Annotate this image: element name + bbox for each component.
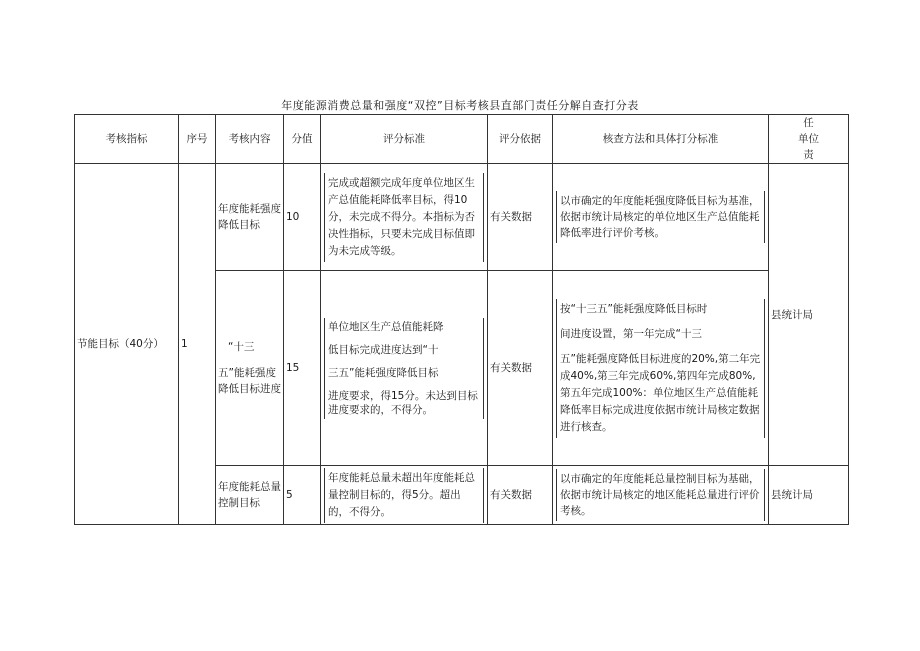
header-resp-line2: 单位 <box>798 133 819 145</box>
method-cell <box>553 271 769 466</box>
header-seq: 序号 <box>179 115 216 164</box>
header-basis: 评分依据 <box>488 115 553 164</box>
method-cell <box>553 466 769 525</box>
header-row <box>75 115 849 164</box>
criteria-line: 低目标完成进度达到“十 <box>328 343 439 356</box>
basis-cell: 有关数据 <box>488 466 553 525</box>
criteria-text: 年度能耗总量未超出年度能耗总量控制目标的，得5分。超出的，不得分。 <box>324 468 484 523</box>
method-text: 以市确定的年度能耗强度降低目标为基准，依据市统计局核定的单位地区生产总值能耗降低率进行评价考核。 <box>556 191 765 243</box>
document-title: 年度能源消费总量和强度“双控”目标考核县直部门责任分解自查打分表 <box>281 99 639 112</box>
header-method: 核查方法和具体打分标准 <box>553 115 769 164</box>
criteria-cell <box>321 466 488 525</box>
basis-cell: 有关数据 <box>488 271 553 466</box>
header-criteria: 评分标准 <box>321 115 488 164</box>
method-line: 按“十三五”能耗强度降低目标时 <box>560 302 708 315</box>
header-resp-line1: 任 <box>803 117 814 129</box>
content-cell: 年度能耗总量控制目标 <box>216 466 284 525</box>
content-cell <box>216 271 284 466</box>
score-cell: 10 <box>284 164 321 271</box>
method-text: 以市确定的年度能耗总量控制目标为基础，依据市统计局核定的地区能耗总量进行评价考核。 <box>556 469 765 521</box>
category-cell: 节能目标（40分） <box>75 164 179 525</box>
header-score: 分值 <box>284 115 321 164</box>
table-row <box>75 164 849 271</box>
method-line: 五”能耗强度降低目标进度的20%,第二年完成40%,第三年完成60%,第四年完成80%,第五年完成100%：单位地区生产总值能耗降低率目标完成进度依据市统计局核定数据进行核查。 <box>560 352 761 433</box>
criteria-line: 进度要求，得15分。未达到目标进度要求的，不得分。 <box>328 389 478 416</box>
header-content: 考核内容 <box>216 115 284 164</box>
content-text-part2: 五”能耗强度降低目标进度 <box>218 367 281 395</box>
method-line: 间进度设置，第一年完成“十三 <box>560 327 702 340</box>
criteria-line: 单位地区生产总值能耗降 <box>328 320 444 333</box>
header-responsible-unit <box>769 115 849 164</box>
criteria-cell <box>321 271 488 466</box>
content-text-part1: “十三 <box>228 341 255 353</box>
criteria-text: 完成或超额完成年度单位地区生产总值能耗降低率目标，得10分，未完成不得分。本指标为否决性指标，只要未完成目标值即为未完成等级。 <box>324 173 484 262</box>
score-cell: 5 <box>284 466 321 525</box>
criteria-cell <box>321 164 488 271</box>
score-table <box>74 114 849 525</box>
responsible-cell: 县统计局 <box>769 466 849 525</box>
header-resp-line3: 责 <box>803 149 814 161</box>
header-indicator: 考核指标 <box>75 115 179 164</box>
seq-cell: 1 <box>179 164 216 525</box>
basis-cell: 有关数据 <box>488 164 553 271</box>
criteria-line: 三五”能耗强度降低目标 <box>328 366 439 379</box>
method-text <box>556 299 765 438</box>
score-cell: 15 <box>284 271 321 466</box>
responsible-cell: 县统计局 <box>769 164 849 466</box>
content-cell: 年度能耗强度降低目标 <box>216 164 284 271</box>
method-cell <box>553 164 769 271</box>
criteria-text <box>324 318 484 419</box>
